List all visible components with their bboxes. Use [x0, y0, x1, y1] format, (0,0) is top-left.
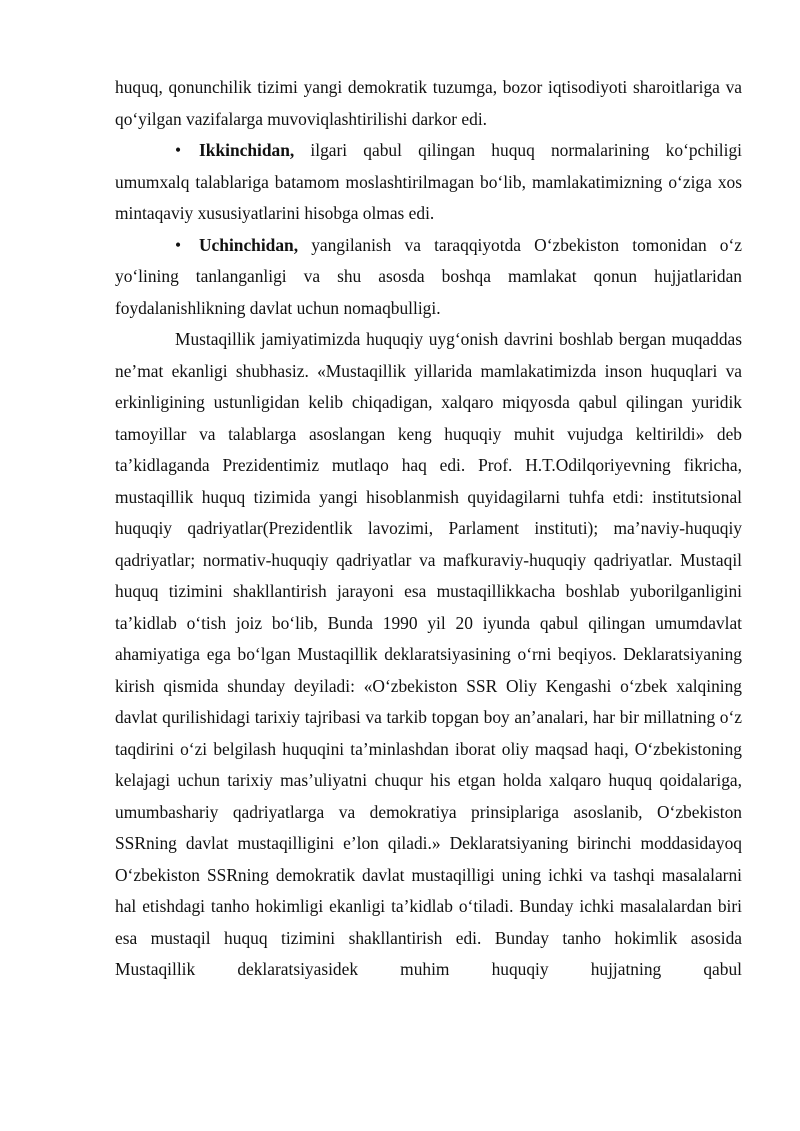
bullet-item-ikkinchidan — [115, 135, 742, 230]
paragraph-mustaqillik: Mustaqillik jamiyatimizda huquqiy uyg‘onish davrini boshlab bergan muqaddas ne’mat ekanligi shubhasiz. «Mustaqillik yillarida mamlakatimizda inson huquqlari va erkinligining ustunligidan kelib chiqadigan, xalqaro miqyosda qabul qilingan yuridik tamoyillar va talablarga asoslangan keng huquqiy muhit vujudga keltirildi» deb ta’kidlaganda Prezidentimiz mutlaqo haq edi. Prof. H.T.Odilqoriyevning fikricha, mustaqillik huquq tizimida yangi hisoblanmish quyidagilarni tuhfa etdi: institutsional huquqiy qadriyatlar(Prezidentlik lavozimi, Parlament instituti); ma’naviy-huquqiy qadriyatlar; normativ-huquqiy qadriyatlar va mafkuraviy-huquqiy qadriyatlar. Mustaqil huquq tizimini shakllantirish jarayoni esa mustaqillikkacha boshlab yuborilganligini ta’kidlab o‘tish joiz bo‘lib, Bunda 1990 yil 20 iyunda qabul qilingan umumdavlat ahamiyatiga ega bo‘lgan Mustaqillik deklaratsiyasining o‘rni beqiyos. Deklaratsiyaning kirish qismida shunday deyiladi: «O‘zbekiston SSR Oliy Kengashi o‘zbek xalqining davlat qurilishidagi tarixiy tajribasi va tarkib topgan boy an’analari, har bir millatning o‘z taqdirini o‘zi belgilash huquqini ta’minlashdan iborat oliy maqsad haqi, O‘zbekistoning kelajagi uchun tarixiy mas’uliyatni chuqur his etgan holda xalqaro huquq qoidalariga, umumbashariy qadriyatlarga va demokratiya prinsiplariga asoslanib, O‘zbekiston SSRning davlat mustaqilligini e’lon qiladi.» Deklaratsiyaning birinchi moddasidayoq O‘zbekiston SSRning demokratik davlat mustaqilligi uning ichki va tashqi masalalarni hal etishdagi tanho hokimligi ekanligi ta’kidlab o‘tiladi. Bunday ichki masalalardan biri esa mustaqil huquq tizimini shakllantirish edi. Bunday tanho hokimlik asosida Mustaqillik deklaratsiyasidek muhim huquqiy hujjatning qabul — [115, 329, 742, 979]
paragraph-continuation: huquq, qonunchilik tizimi yangi demokratik tuzumga, bozor iqtisodiyoti sharoitlariga va qo‘yilgan vazifalarga muvoviqlashtirilishi darkor edi. — [115, 77, 742, 129]
bullet-text-ikkinchidan: ilgari qabul qilingan huquq normalarining ko‘pchiligi umumxalq talablariga batamom moslashtirilmagan bo‘lib, mamlakatimizning o‘ziga xos mintaqaviy xususiyatlarini hisobga olmas edi. — [115, 140, 742, 223]
bullet-lead-ikkinchidan: Ikkinchidan, — [199, 140, 295, 160]
bullet-item-uchinchidan — [115, 230, 742, 325]
bullet-text-uchinchidan: yangilanish va taraqqiyotda O‘zbekiston tomonidan o‘z yo‘lining tanlanganligi va shu asosda boshqa mamlakat qonun hujjatlaridan foydalanishlikning davlat uchun nomaqbulligi. — [115, 234, 742, 318]
bullet-icon: • — [175, 234, 182, 255]
bullet-lead-uchinchidan: Uchinchidan, — [199, 234, 299, 255]
document-body — [115, 72, 742, 986]
bullet-icon: • — [175, 140, 182, 160]
